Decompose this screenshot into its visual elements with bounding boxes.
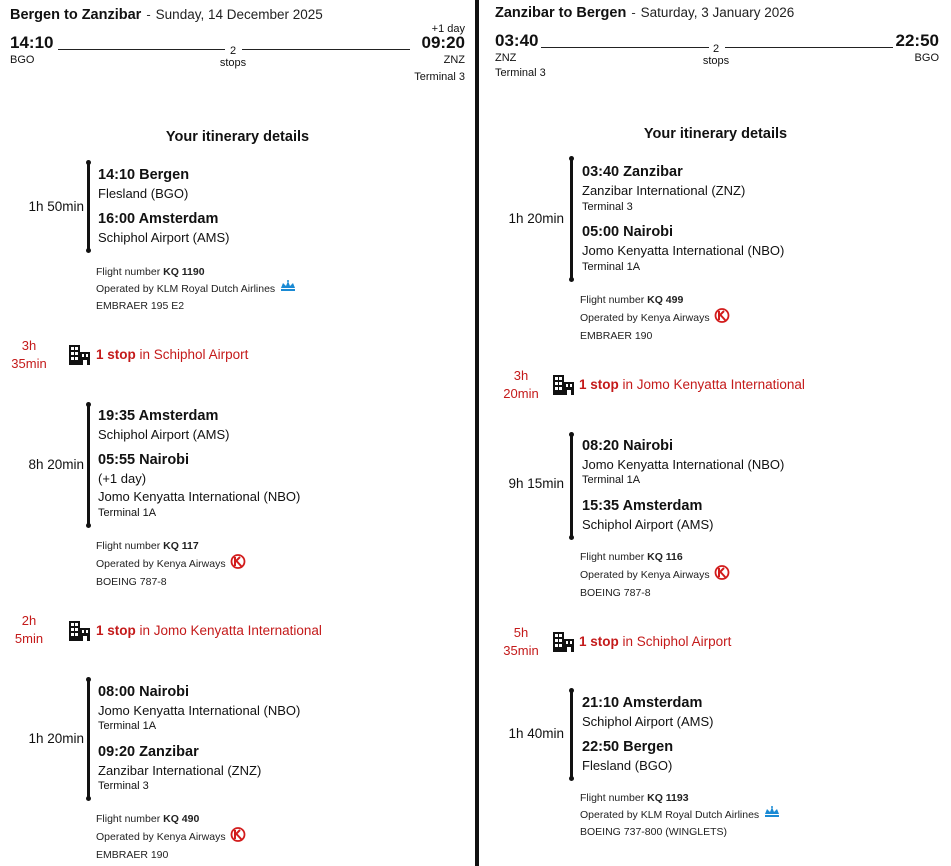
operated-by: Operated by Kenya Airways [580, 312, 710, 324]
departure-time-city: 19:35 Amsterdam [98, 408, 219, 424]
layover-minutes: 5min [14, 631, 44, 646]
departure-terminal: Terminal 1A [582, 474, 641, 486]
departure-airport: Flesland (BGO) [98, 186, 189, 201]
stops-count: 2 [229, 45, 237, 57]
klm-crown-icon [279, 280, 297, 298]
route-title: Bergen to Zanzibar [10, 7, 142, 23]
flight-number: KQ 490 [163, 813, 200, 825]
operated-by: Operated by KLM Royal Dutch Airlines [580, 809, 760, 821]
arrival-time-city: 16:00 Amsterdam [98, 211, 219, 227]
arrival-terminal: Terminal 3 [414, 71, 465, 83]
kenya-airways-icon [230, 827, 246, 847]
kenya-airways-icon [714, 308, 730, 328]
segment-timeline [87, 680, 90, 798]
flight-number: KQ 116 [647, 551, 683, 563]
departure-airport: Schiphol Airport (AMS) [98, 427, 230, 442]
layover-minutes: 20min [503, 386, 539, 401]
arrival-time: 09:20 [421, 33, 465, 52]
hotel-building-icon [552, 374, 576, 401]
arrival-time-city: 22:50 Bergen [582, 739, 674, 755]
operated-by: Operated by KLM Royal Dutch Airlines [96, 283, 276, 295]
segment-duration: 1h 20min [508, 211, 564, 226]
layover-text [579, 377, 805, 392]
hotel-building-icon [552, 631, 576, 658]
flight-number-label: Flight number [96, 540, 161, 552]
segment-timeline [570, 691, 573, 778]
layover-hours: 3h [513, 368, 529, 383]
timeline-line-left [541, 47, 709, 48]
segment-duration: 1h 20min [28, 731, 84, 746]
aircraft-type: EMBRAER 190 [580, 330, 653, 342]
arrival-time-city: 15:35 Amsterdam [582, 498, 703, 514]
segment-timeline [87, 405, 90, 525]
layover-text [96, 623, 322, 638]
departure-time-city: 03:40 Zanzibar [582, 164, 683, 180]
arrival-airport: Flesland (BGO) [582, 758, 673, 773]
departure-airport: Jomo Kenyatta International (NBO) [582, 457, 785, 472]
route-separator: - [631, 5, 636, 20]
layover-duration [0, 337, 58, 373]
layover-location: in Schiphol Airport [618, 634, 732, 649]
outbound-journey [0, 0, 475, 866]
operated-by: Operated by Kenya Airways [96, 558, 226, 570]
aircraft-type: BOEING 787-8 [96, 576, 167, 588]
flight-number: KQ 1190 [163, 266, 205, 278]
journey-divider [475, 0, 479, 866]
departure-time: 14:10 [10, 33, 54, 52]
arrival-terminal: Terminal 3 [98, 780, 149, 792]
departure-time-city: 21:10 Amsterdam [582, 695, 703, 711]
itinerary-title: Your itinerary details [643, 126, 788, 142]
segment-timeline [570, 435, 573, 537]
operated-by: Operated by Kenya Airways [580, 569, 710, 581]
layover-duration [492, 367, 550, 403]
route-title: Zanzibar to Bergen [495, 5, 627, 21]
kenya-airways-icon [230, 554, 246, 574]
aircraft-type: BOEING 737-800 (WINGLETS) [580, 826, 728, 838]
aircraft-type: BOEING 787-8 [580, 587, 651, 599]
layover-stop-count: 1 stop [579, 377, 619, 392]
flight-info [580, 790, 781, 840]
departure-airport: Zanzibar International (ZNZ) [582, 183, 746, 198]
arrival-airport: Jomo Kenyatta International (NBO) [98, 489, 301, 504]
timeline-line-right [725, 47, 893, 48]
layover-text [579, 634, 731, 649]
flight-number-label: Flight number [580, 551, 645, 563]
stops-count: 2 [712, 43, 720, 55]
route-date: Sunday, 14 December 2025 [155, 7, 323, 22]
departure-code: BGO [10, 54, 35, 66]
itinerary-title: Your itinerary details [165, 129, 310, 145]
layover-duration [492, 624, 550, 660]
flight-number: KQ 1193 [647, 792, 689, 804]
segment-duration: 9h 15min [508, 476, 564, 491]
route-separator: - [146, 7, 151, 22]
flight-number-label: Flight number [580, 294, 645, 306]
segment-timeline [87, 163, 90, 250]
hotel-building-icon [68, 620, 92, 647]
flight-number: KQ 117 [163, 540, 199, 552]
timeline-line-left [58, 49, 225, 50]
departure-terminal: Terminal 1A [98, 720, 157, 732]
flight-info [580, 292, 730, 344]
layover-minutes: 35min [11, 356, 47, 371]
kenya-airways-icon [714, 565, 730, 585]
stops-label: stops [219, 57, 247, 69]
layover-location: in Schiphol Airport [135, 347, 249, 362]
layover-hours: 2h [21, 613, 37, 628]
aircraft-type: EMBRAER 190 [96, 849, 169, 861]
operated-by: Operated by Kenya Airways [96, 831, 226, 843]
departure-time: 03:40 [495, 31, 539, 50]
flight-info [96, 264, 297, 314]
hotel-building-icon [68, 344, 92, 371]
departure-terminal: Terminal 3 [582, 201, 633, 213]
arrival-day-offset: (+1 day) [98, 471, 147, 486]
arrival-time-city: 05:55 Nairobi [98, 452, 190, 468]
layover-text [96, 347, 248, 362]
arrival-code: ZNZ [443, 54, 465, 66]
arrival-terminal: Terminal 1A [582, 261, 641, 273]
segment-duration: 1h 50min [28, 199, 84, 214]
arrival-terminal: Terminal 1A [98, 507, 157, 519]
return-journey [480, 0, 951, 866]
departure-airport: Schiphol Airport (AMS) [582, 714, 714, 729]
arrival-airport: Zanzibar International (ZNZ) [98, 763, 262, 778]
arrival-time-city: 05:00 Nairobi [582, 224, 674, 240]
arrival-code: BGO [914, 52, 939, 64]
klm-crown-icon [763, 806, 781, 824]
return-route-line [495, 4, 794, 22]
departure-terminal: Terminal 3 [495, 67, 546, 79]
arrival-airport: Schiphol Airport (AMS) [98, 230, 230, 245]
layover-stop-count: 1 stop [96, 347, 136, 362]
layover-stop-count: 1 stop [96, 623, 136, 638]
layover-duration [0, 612, 58, 648]
arrival-time: 22:50 [895, 31, 939, 50]
return-summary [495, 4, 939, 104]
outbound-summary [10, 6, 465, 106]
flight-info [96, 811, 246, 863]
arrival-time-city: 09:20 Zanzibar [98, 744, 199, 760]
route-date: Saturday, 3 January 2026 [640, 5, 795, 20]
departure-code: ZNZ [495, 52, 517, 64]
layover-location: in Jomo Kenyatta International [135, 623, 322, 638]
flight-info [96, 538, 246, 590]
departure-airport: Jomo Kenyatta International (NBO) [98, 703, 301, 718]
flight-number-label: Flight number [96, 813, 161, 825]
flight-number: KQ 499 [647, 294, 684, 306]
segment-duration: 8h 20min [28, 457, 84, 472]
flight-number-label: Flight number [96, 266, 161, 278]
departure-time-city: 14:10 Bergen [98, 167, 190, 183]
layover-location: in Jomo Kenyatta International [618, 377, 805, 392]
departure-time-city: 08:00 Nairobi [98, 684, 190, 700]
layover-hours: 3h [21, 338, 37, 353]
layover-stop-count: 1 stop [579, 634, 619, 649]
timeline-line-right [242, 49, 410, 50]
aircraft-type: EMBRAER 195 E2 [96, 300, 185, 312]
outbound-route-line [10, 6, 323, 24]
flight-number-label: Flight number [580, 792, 645, 804]
stops-label: stops [702, 55, 730, 67]
arrival-airport: Schiphol Airport (AMS) [582, 517, 714, 532]
arrival-airport: Jomo Kenyatta International (NBO) [582, 243, 785, 258]
departure-time-city: 08:20 Nairobi [582, 438, 674, 454]
segment-timeline [570, 159, 573, 279]
segment-duration: 1h 40min [508, 726, 564, 741]
plus-day-note: +1 day [431, 23, 465, 35]
layover-hours: 5h [513, 625, 529, 640]
flight-info [580, 549, 730, 601]
layover-minutes: 35min [503, 643, 539, 658]
